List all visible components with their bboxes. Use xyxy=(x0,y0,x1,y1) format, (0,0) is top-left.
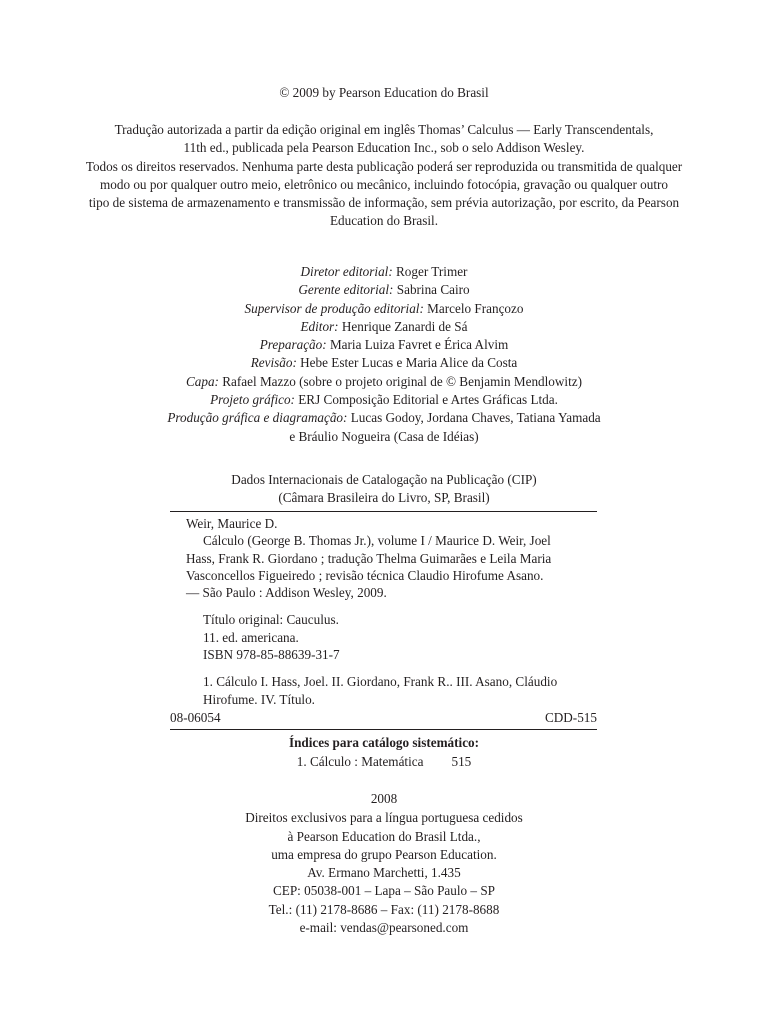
credit-name: Roger Trimer xyxy=(396,264,468,279)
legal-line: 11th ed., publicada pela Pearson Education Inc., sob o selo Addison Wesley. xyxy=(183,140,585,156)
publisher-email: e-mail: vendas@pearsoned.com xyxy=(299,920,469,936)
credit-line xyxy=(0,391,768,409)
credit-line xyxy=(0,428,768,446)
catalog-author: Weir, Maurice D. xyxy=(186,516,278,531)
credit-role: Produção gráfica e diagramação: xyxy=(167,410,348,426)
cdd-number: CDD-515 xyxy=(544,710,597,725)
credits-list xyxy=(0,263,768,446)
legal-line: modo ou por qualquer outro meio, eletrônico ou mecânico, incluindo fotocópia, gravação ou qualquer outro xyxy=(100,176,668,192)
credit-name: ERJ Composição Editorial e Artes Gráficas Ltda. xyxy=(298,392,558,408)
publisher-info xyxy=(0,790,768,937)
publication-year: 2008 xyxy=(370,791,398,806)
publisher-address: Av. Ermano Marchetti, 1.435 xyxy=(307,865,461,881)
credit-line xyxy=(0,354,768,372)
divider xyxy=(170,511,597,512)
catalog-description-line: Hass, Frank R. Giordano ; tradução Thelma Guimarães e Leila Maria xyxy=(186,550,552,566)
credit-role: Revisão: xyxy=(250,355,297,371)
credit-line xyxy=(0,281,768,299)
catalog-card xyxy=(186,515,596,708)
credit-role: Capa: xyxy=(185,373,219,389)
control-number: 08-06054 xyxy=(170,710,221,725)
legal-line: tipo de sistema de armazenamento e transmissão de informação, sem prévia autorização, por escrito, da Pearson xyxy=(88,195,680,211)
credit-role: Editor: xyxy=(300,318,339,334)
credit-line xyxy=(0,373,768,391)
catalog-note: Título original: Cauculus. xyxy=(203,612,339,628)
index-entry-label: 1. Cálculo : Matemática xyxy=(296,753,424,769)
credit-role: Diretor editorial: xyxy=(300,264,393,279)
credit-line xyxy=(0,409,768,427)
catalog-description-line: — São Paulo : Addison Wesley, 2009. xyxy=(186,585,387,601)
catalog-description-line: Vasconcellos Figueiredo ; revisão técnica Claudio Hirofume Asano. xyxy=(186,567,544,583)
credit-name: Lucas Godoy, Jordana Chaves, Tatiana Yamada xyxy=(350,410,601,426)
credit-role: Preparação: xyxy=(259,337,327,353)
credit-name: Marcelo Françozo xyxy=(427,300,524,316)
credit-name: Hebe Ester Lucas e Maria Alice da Costa xyxy=(300,355,518,371)
catalog-note: ISBN 978-85-88639-31-7 xyxy=(203,647,340,663)
credit-name: Maria Luiza Favret e Érica Alvim xyxy=(329,337,509,353)
legal-line: Education do Brasil. xyxy=(329,213,439,229)
cip-heading-line: Dados Internacionais de Catalogação na Publicação (CIP) xyxy=(231,472,537,487)
cip-heading-line: (Câmara Brasileira do Livro, SP, Brasil) xyxy=(278,489,490,505)
catalog-subject-line: 1. Cálculo I. Hass, Joel. II. Giordano, Frank R.. III. Asano, Cláudio xyxy=(203,674,558,690)
cip-heading xyxy=(0,471,768,506)
credit-line xyxy=(0,263,768,281)
credit-role: Projeto gráfico: xyxy=(210,392,295,408)
publisher-line: à Pearson Education do Brasil Ltda., xyxy=(287,828,481,844)
credit-line xyxy=(0,336,768,354)
divider xyxy=(170,729,597,730)
publisher-line: uma empresa do grupo Pearson Education. xyxy=(271,846,497,862)
legal-line: Todos os direitos reservados. Nenhuma parte desta publicação poderá ser reproduzida ou transmitida de qualquer xyxy=(85,158,683,174)
credit-line xyxy=(0,318,768,336)
publisher-phone: Tel.: (11) 2178-8686 – Fax: (11) 2178-8688 xyxy=(268,901,500,917)
credit-line xyxy=(0,300,768,318)
copyright-line: © 2009 by Pearson Education do Brasil xyxy=(279,85,489,100)
credit-name: Rafael Mazzo (sobre o projeto original de © Benjamin Mendlowitz) xyxy=(222,373,582,389)
catalog-subject-line: Hirofume. IV. Título. xyxy=(203,691,315,707)
legal-line: Tradução autorizada a partir da edição original em inglês Thomas’ Calculus — Early Transcendentals, xyxy=(114,122,654,137)
index-entry xyxy=(0,753,768,772)
systematic-index xyxy=(0,734,768,771)
catalog-description-line: Cálculo (George B. Thomas Jr.), volume I / Maurice D. Weir, Joel xyxy=(203,533,551,549)
index-entry-number: 515 xyxy=(451,753,472,769)
publisher-postal: CEP: 05038-001 – Lapa – São Paulo – SP xyxy=(273,883,495,899)
credit-role: Gerente editorial: xyxy=(298,282,394,298)
legal-notice xyxy=(40,121,728,231)
credit-name: e Bráulio Nogueira (Casa de Idéias) xyxy=(289,428,479,444)
credit-name: Henrique Zanardi de Sá xyxy=(341,318,468,334)
index-title: Índices para catálogo sistemático: xyxy=(288,735,480,750)
credit-name: Sabrina Cairo xyxy=(396,282,470,298)
catalog-note: 11. ed. americana. xyxy=(203,629,299,645)
credit-role: Supervisor de produção editorial: xyxy=(244,300,424,316)
publisher-line: Direitos exclusivos para a língua portuguesa cedidos xyxy=(245,810,523,826)
